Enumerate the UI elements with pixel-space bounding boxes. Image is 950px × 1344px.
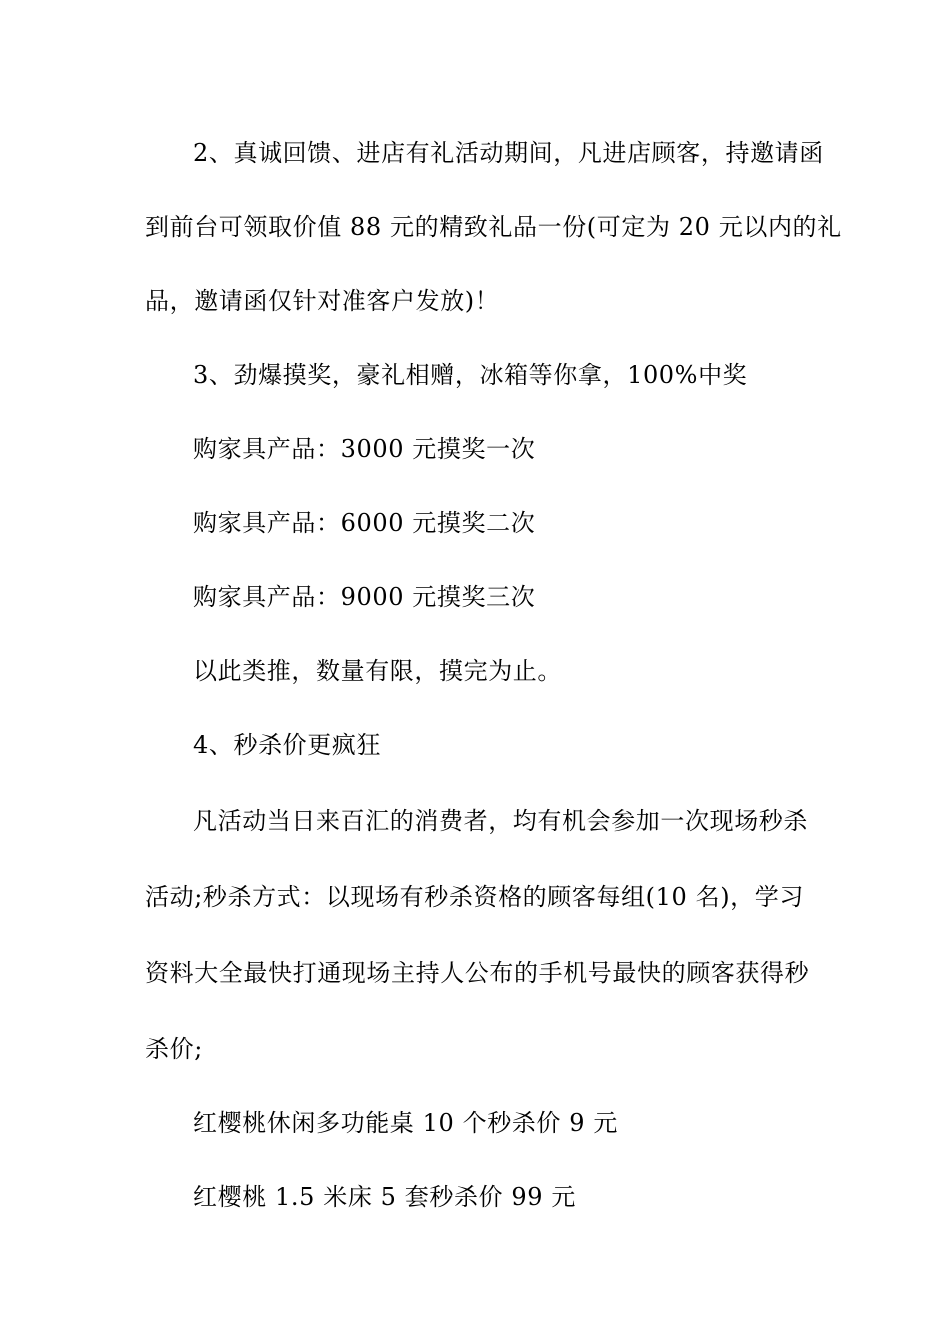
section-flash-sale-heading: 4、秒杀价更疯狂 — [193, 731, 382, 759]
section-lottery-heading: 3、劲爆摸奖，豪礼相赠，冰箱等你拿，100%中奖 — [193, 361, 748, 389]
paragraph-flash-sale-line-1: 凡活动当日来百汇的消费者，均有机会参加一次现场秒杀 — [193, 807, 808, 835]
paragraph-flash-sale-line-2: 活动;秒杀方式：以现场有秒杀资格的顾客每组(10 名)，学习 — [145, 883, 804, 911]
paragraph-flash-sale-line-3: 资料大全最快打通现场主持人公布的手机号最快的顾客获得秒 — [145, 959, 810, 987]
lottery-rule-3: 购家具产品：9000 元摸奖三次 — [193, 583, 536, 611]
paragraph-gift-line-1: 2、真诚回馈、进店有礼活动期间，凡进店顾客，持邀请函 — [193, 139, 824, 167]
lottery-rule-2: 购家具产品：6000 元摸奖二次 — [193, 509, 536, 537]
lottery-rule-1: 购家具产品：3000 元摸奖一次 — [193, 435, 536, 463]
flash-sale-item-1: 红樱桃休闲多功能桌 10 个秒杀价 9 元 — [193, 1109, 618, 1137]
lottery-rule-note: 以此类推，数量有限，摸完为止。 — [193, 657, 562, 685]
paragraph-flash-sale-line-4: 杀价; — [145, 1035, 203, 1063]
paragraph-gift-line-3: 品，邀请函仅针对准客户发放)！ — [145, 287, 500, 315]
paragraph-gift-line-2: 到前台可领取价值 88 元的精致礼品一份(可定为 20 元以内的礼 — [145, 213, 842, 241]
flash-sale-item-2: 红樱桃 1.5 米床 5 套秒杀价 99 元 — [193, 1183, 576, 1211]
